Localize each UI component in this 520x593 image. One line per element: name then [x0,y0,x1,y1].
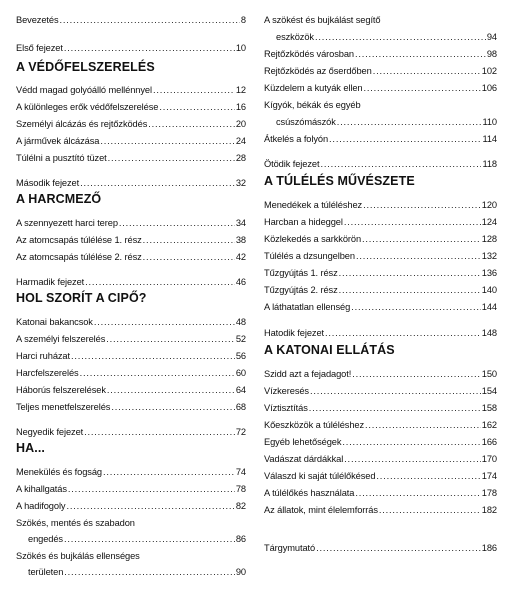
toc-entry[interactable]: Túlélés a dzsungelben ..... 132 [264,250,497,262]
toc-chapter-entry[interactable]: Hatodik fejezet ..... 148 [264,327,497,339]
toc-entry[interactable]: Szidd azt a fejadagot! ..... 150 [264,368,497,380]
toc-entry[interactable]: A járművek álcázása ..... 24 [16,135,246,147]
toc-entry[interactable]: Személyi álcázás és rejtőzködés ..... 20 [16,118,246,130]
toc-entry-continuation[interactable]: eszközök ..... 94 [264,31,497,43]
toc-entry[interactable]: A különleges erők védőfelszerelése ..... 16 [16,101,246,113]
toc-entry[interactable]: Túlélni a pusztító tüzet ..... 28 [16,152,246,164]
toc-entry[interactable]: Harcfelszerelés ..... 60 [16,367,246,379]
toc-entry[interactable]: Közlekedés a sarkkörön ..... 128 [264,233,497,245]
toc-entry[interactable]: Az állatok, mint élelemforrás ..... 182 [264,504,497,516]
toc-entry[interactable]: A láthatatlan ellenség ..... 144 [264,301,497,313]
toc-entry-continuation[interactable]: csúszómászók ..... 110 [264,116,497,128]
toc-entry[interactable]: Háborús felszerelések ..... 64 [16,384,246,396]
toc-entry[interactable]: A túlélőkés használata ..... 178 [264,487,497,499]
toc-entry[interactable]: Rejtőzködés az őserdőben ..... 102 [264,65,497,77]
toc-entry[interactable]: Víztisztítás ..... 158 [264,402,497,414]
toc-entry[interactable]: Küzdelem a kutyák ellen ..... 106 [264,82,497,94]
toc-entry-first-line[interactable]: Szökés és bujkálás ellenséges [16,551,140,561]
toc-entry[interactable]: Harci ruházat ..... 56 [16,350,246,362]
toc-chapter-entry[interactable]: Második fejezet ..... 32 [16,177,246,189]
toc-entry[interactable]: Rejtőzködés városban ..... 98 [264,48,497,60]
toc-entry[interactable]: Az atomcsapás túlélése 2. rész ..... 42 [16,251,246,263]
toc-entry[interactable]: A személyi felszerelés ..... 52 [16,333,246,345]
toc-entry[interactable]: Válaszd ki saját túlélőkésed ..... 174 [264,470,497,482]
toc-entry[interactable]: Vízkeresés ..... 154 [264,385,497,397]
toc-entry[interactable]: Katonai bakancsok ..... 48 [16,316,246,328]
toc-entry-first-line[interactable]: A szökést és bujkálást segítő [264,15,381,25]
toc-entry[interactable]: Bevezetés ..... 8 [16,14,246,26]
toc-entry[interactable]: A szennyezett harci terep ..... 34 [16,217,246,229]
chapter-heading: A VÉDŐFELSZERELÉS [16,60,155,74]
toc-entry[interactable]: Menekülés és fogság ..... 74 [16,466,246,478]
toc-entry[interactable]: Kőeszközök a túléléshez ..... 162 [264,419,497,431]
chapter-heading: A TÚLÉLÉS MŰVÉSZETE [264,174,415,188]
toc-entry[interactable]: A kihallgatás ..... 78 [16,483,246,495]
chapter-heading: A KATONAI ELLÁTÁS [264,343,395,357]
toc-entry-continuation[interactable]: engedés ..... 86 [16,533,246,545]
toc-entry-continuation[interactable]: területen ..... 90 [16,566,246,578]
toc-entry-first-line[interactable]: Kígyók, békák és egyéb [264,100,361,110]
chapter-heading: HOL SZORÍT A CIPŐ? [16,291,147,305]
chapter-heading: A HARCMEZŐ [16,192,102,206]
toc-entry[interactable]: Az atomcsapás túlélése 1. rész ..... 38 [16,234,246,246]
toc-entry[interactable]: Teljes menetfelszerelés ..... 68 [16,401,246,413]
toc-chapter-entry[interactable]: Harmadik fejezet ..... 46 [16,276,246,288]
toc-entry[interactable]: Harcban a hideggel ..... 124 [264,216,497,228]
toc-chapter-entry[interactable]: Ötödik fejezet ..... 118 [264,158,497,170]
toc-entry[interactable]: A hadifogoly ..... 82 [16,500,246,512]
toc-entry-first-line[interactable]: Szökés, mentés és szabadon [16,518,135,528]
toc-entry[interactable]: Tűzgyújtás 1. rész ..... 136 [264,267,497,279]
toc-entry[interactable]: Menedékek a túléléshez ..... 120 [264,199,497,211]
toc-entry[interactable]: Vadászat dárdákkal ..... 170 [264,453,497,465]
toc-chapter-entry[interactable]: Negyedik fejezet ..... 72 [16,426,246,438]
toc-entry[interactable]: Egyéb lehetőségek ..... 166 [264,436,497,448]
toc-entry[interactable]: Védd magad golyóálló mellénnyel ..... 12 [16,84,246,96]
toc-entry[interactable]: Tűzgyújtás 2. rész ..... 140 [264,284,497,296]
chapter-heading: HA... [16,441,45,455]
toc-chapter-entry[interactable]: Első fejezet ..... 10 [16,42,246,54]
toc-entry[interactable]: Átkelés a folyón ..... 114 [264,133,497,145]
toc-index-entry[interactable]: Tárgymutató ..... 186 [264,542,497,554]
